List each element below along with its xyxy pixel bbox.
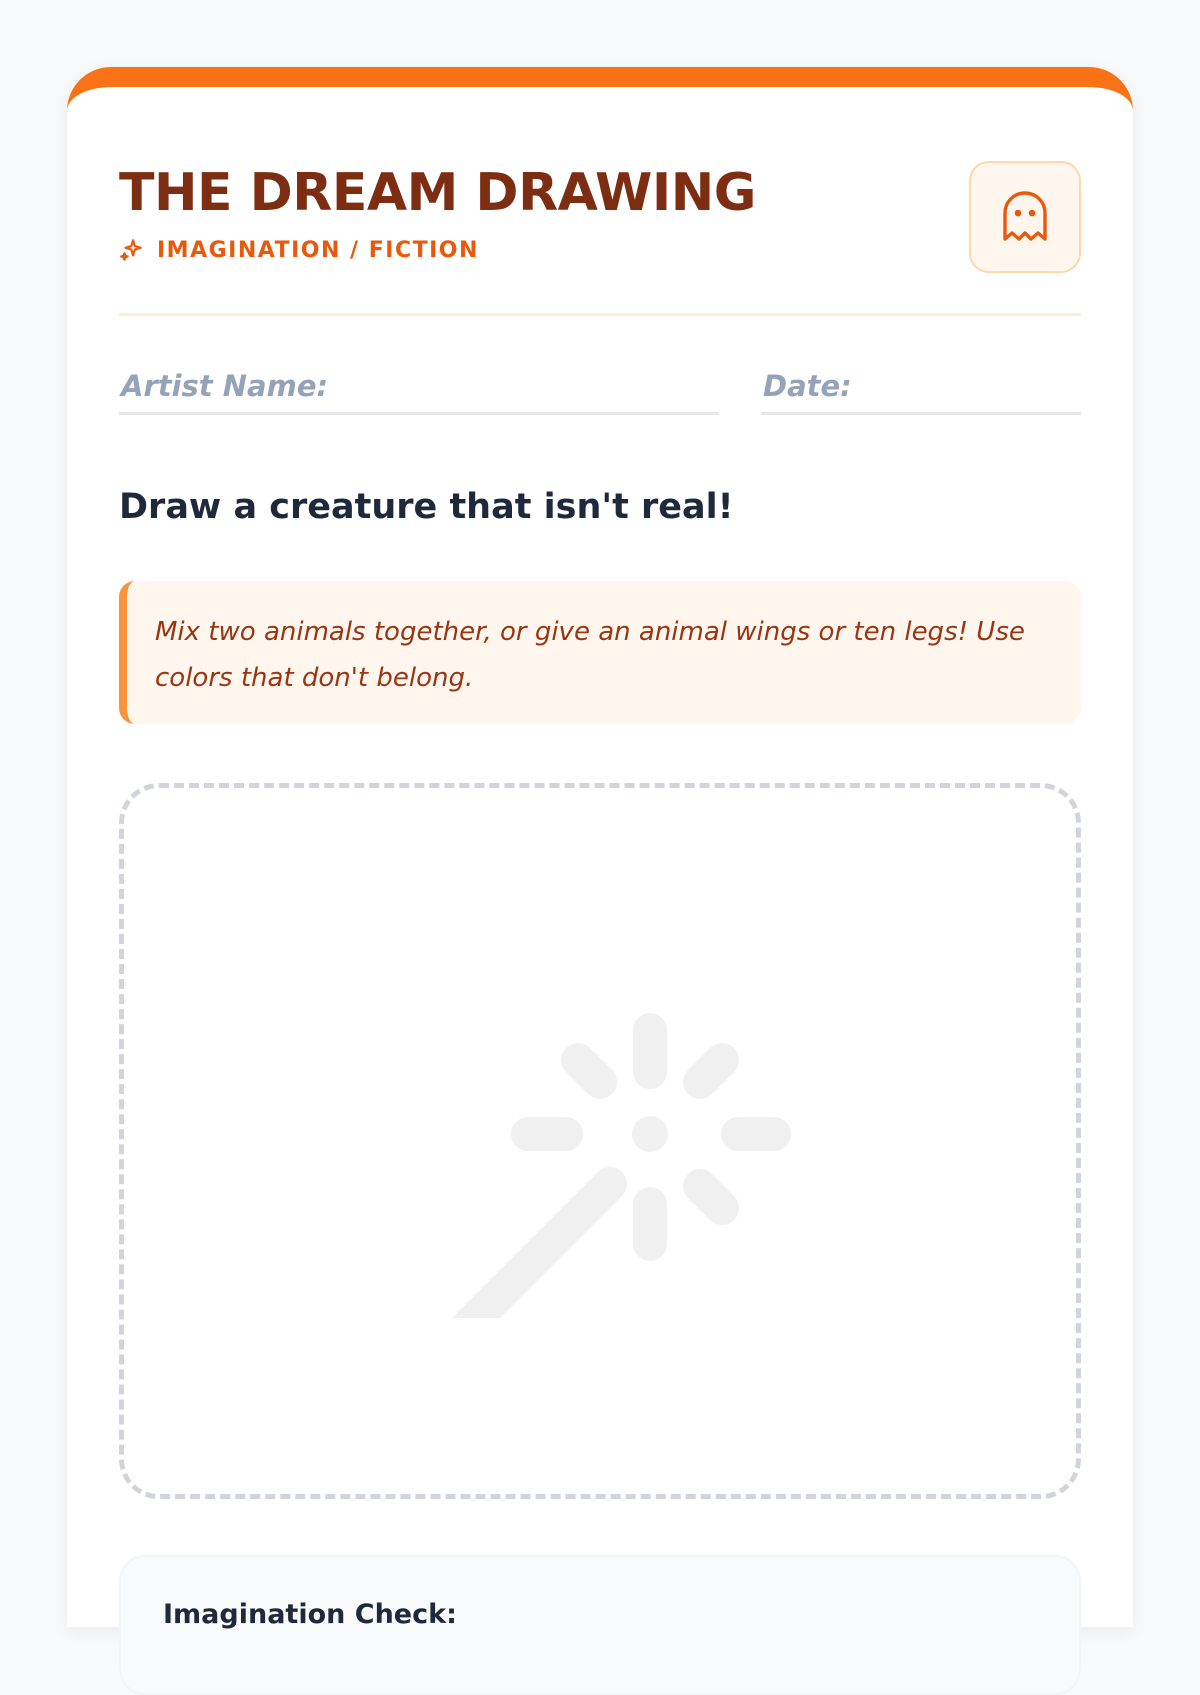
imagination-check-panel (119, 1555, 1081, 1695)
ghost-icon (1000, 189, 1050, 245)
hint-box (119, 581, 1081, 724)
artist-name-label: Artist Name: (121, 369, 329, 403)
artist-name-field[interactable] (119, 349, 719, 415)
imagination-check-title: Imagination Check: (163, 1599, 457, 1630)
magic-wand-icon (414, 938, 794, 1318)
date-label: Date: (763, 369, 852, 403)
worksheet-card (67, 67, 1133, 1630)
ghost-badge (969, 161, 1081, 273)
date-field[interactable] (761, 349, 1081, 415)
hint-text: Mix two animals together, or give an animal wings or ten legs! Use colors that don't belong. (155, 617, 1025, 693)
worksheet-title: THE DREAM DRAWING (119, 163, 756, 223)
drawing-area[interactable] (119, 783, 1081, 1499)
category-label: IMAGINATION / FICTION (157, 237, 479, 263)
header-divider (119, 313, 1081, 316)
prompt-heading: Draw a creature that isn't real! (119, 487, 734, 527)
sparkles-icon (119, 237, 145, 263)
category-row (119, 237, 479, 263)
